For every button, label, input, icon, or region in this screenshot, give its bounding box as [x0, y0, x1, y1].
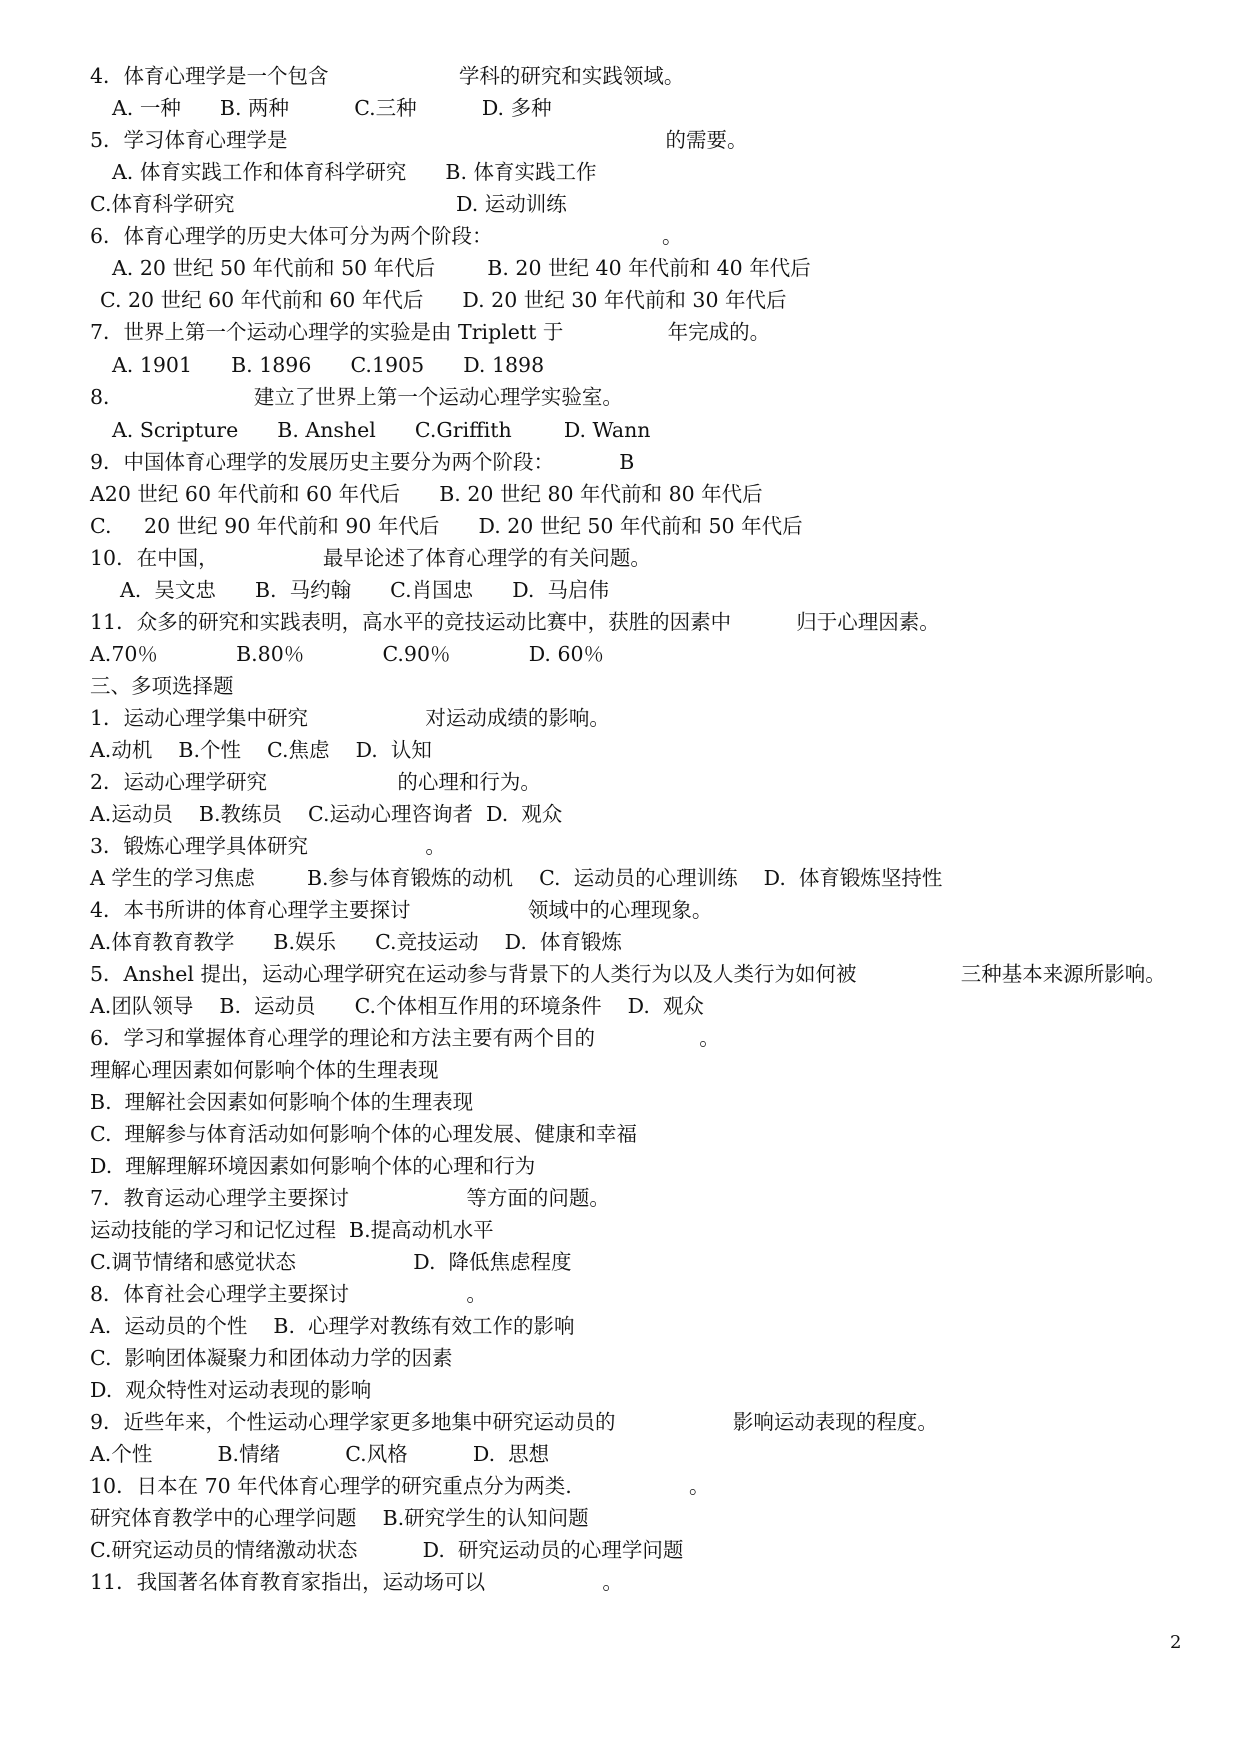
- options-single-9-cd: C. 20 世纪 90 年代前和 90 年代后 D. 20 世纪 50 年代前和 50 年代后: [90, 514, 803, 538]
- question-multi-11: 11．我国著名体育教育家指出，运动场可以 。: [90, 1570, 623, 1594]
- options-single-11: A.70％ B.80％ C.90％ D. 60％: [90, 642, 605, 666]
- question-single-9: 9．中国体育心理学的发展历史主要分为两个阶段： B: [90, 450, 635, 474]
- section-heading-multiple-choice: 三、多项选择题: [90, 674, 234, 698]
- question-single-6: 6．体育心理学的历史大体可分为两个阶段： 。: [90, 224, 683, 248]
- options-multi-10-cd: C.研究运动员的情绪激动状态 D. 研究运动员的心理学问题: [90, 1538, 684, 1562]
- question-multi-4: 4．本书所讲的体育心理学主要探讨 领域中的心理现象。: [90, 898, 713, 922]
- question-multi-10: 10．日本在 70 年代体育心理学的研究重点分为两类. 。: [90, 1474, 710, 1498]
- options-single-6-cd: C. 20 世纪 60 年代前和 60 年代后 D. 20 世纪 30 年代前和 30 年代后: [100, 288, 787, 312]
- options-multi-7-ab: 运动技能的学习和记忆过程 B.提高动机水平: [90, 1218, 494, 1242]
- options-multi-1: A.动机 B.个性 C.焦虑 D. 认知: [90, 738, 432, 762]
- option-multi-6-b: B. 理解社会因素如何影响个体的生理表现: [90, 1090, 474, 1114]
- options-single-6-ab: A. 20 世纪 50 年代前和 50 年代后 B. 20 世纪 40 年代前和 40 年代后: [112, 256, 811, 280]
- question-multi-7: 7．教育运动心理学主要探讨 等方面的问题。: [90, 1186, 610, 1210]
- options-multi-8-ab: A. 运动员的个性 B. 心理学对教练有效工作的影响: [90, 1314, 575, 1338]
- option-multi-8-c: C. 影响团体凝聚力和团体动力学的因素: [90, 1346, 453, 1370]
- option-multi-6-a: 理解心理因素如何影响个体的生理表现: [90, 1058, 439, 1082]
- question-single-5: 5．学习体育心理学是 的需要。: [90, 128, 748, 152]
- options-single-4: A. 一种 B. 两种 C.三种 D. 多种: [112, 96, 552, 120]
- question-multi-1: 1．运动心理学集中研究 对运动成绩的影响。: [90, 706, 610, 730]
- options-multi-5: A.团队领导 B. 运动员 C.个体相互作用的环境条件 D. 观众: [90, 994, 704, 1018]
- question-multi-9: 9．近些年来，个性运动心理学家更多地集中研究运动员的 影响运动表现的程度。: [90, 1410, 938, 1434]
- question-multi-5: 5．Anshel 提出，运动心理学研究在运动参与背景下的人类行为以及人类行为如何被 三种基本来源所影响。: [90, 962, 1166, 986]
- question-single-4: 4．体育心理学是一个包含 学科的研究和实践领域。: [90, 64, 685, 88]
- options-multi-7-cd: C.调节情绪和感觉状态 D. 降低焦虑程度: [90, 1250, 572, 1274]
- page-number: 2: [1170, 1632, 1182, 1653]
- options-multi-4: A.体育教育教学 B.娱乐 C.竞技运动 D. 体育锻炼: [90, 930, 622, 954]
- options-single-7: A. 1901 B. 1896 C.1905 D. 1898: [112, 353, 545, 377]
- options-multi-2: A.运动员 B.教练员 C.运动心理咨询者 D. 观众: [90, 802, 563, 826]
- question-single-11: 11．众多的研究和实践表明，高水平的竞技运动比赛中，获胜的因素中 归于心理因素。: [90, 610, 940, 634]
- options-multi-3: A 学生的学习焦虑 B.参与体育锻炼的动机 C. 运动员的心理训练 D. 体育锻炼坚持性: [90, 866, 943, 890]
- options-single-9-ab: A20 世纪 60 年代前和 60 年代后 B. 20 世纪 80 年代前和 80 年代后: [90, 482, 763, 506]
- question-multi-2: 2．运动心理学研究 的心理和行为。: [90, 770, 541, 794]
- options-single-5-ab: A. 体育实践工作和体育科学研究 B. 体育实践工作: [112, 160, 597, 184]
- option-multi-8-d: D. 观众特性对运动表现的影响: [90, 1378, 372, 1402]
- question-multi-3: 3．锻炼心理学具体研究 。: [90, 834, 446, 858]
- question-multi-8: 8．体育社会心理学主要探讨 。: [90, 1282, 487, 1306]
- options-multi-9: A.个性 B.情绪 C.风格 D. 思想: [90, 1442, 550, 1466]
- options-single-5-cd: C.体育科学研究 D. 运动训练: [90, 192, 567, 216]
- question-single-8: 8． 建立了世界上第一个运动心理学实验室。: [90, 385, 623, 409]
- option-multi-6-c: C. 理解参与体育活动如何影响个体的心理发展、健康和幸福: [90, 1122, 638, 1146]
- question-single-7: 7．世界上第一个运动心理学的实验是由 Triplett 于 年完成的。: [90, 320, 771, 344]
- question-multi-6: 6．学习和掌握体育心理学的理论和方法主要有两个目的 。: [90, 1026, 720, 1050]
- options-single-8: A. Scripture B. Anshel C.Griffith D. Wann: [112, 418, 651, 442]
- options-multi-10-ab: 研究体育教学中的心理学问题 B.研究学生的认知问题: [90, 1506, 589, 1530]
- options-single-10: A. 吴文忠 B. 马约翰 C.肖国忠 D. 马启伟: [120, 578, 609, 602]
- question-single-10: 10．在中国， 最早论述了体育心理学的有关问题。: [90, 546, 651, 570]
- option-multi-6-d: D. 理解理解环境因素如何影响个体的心理和行为: [90, 1154, 536, 1178]
